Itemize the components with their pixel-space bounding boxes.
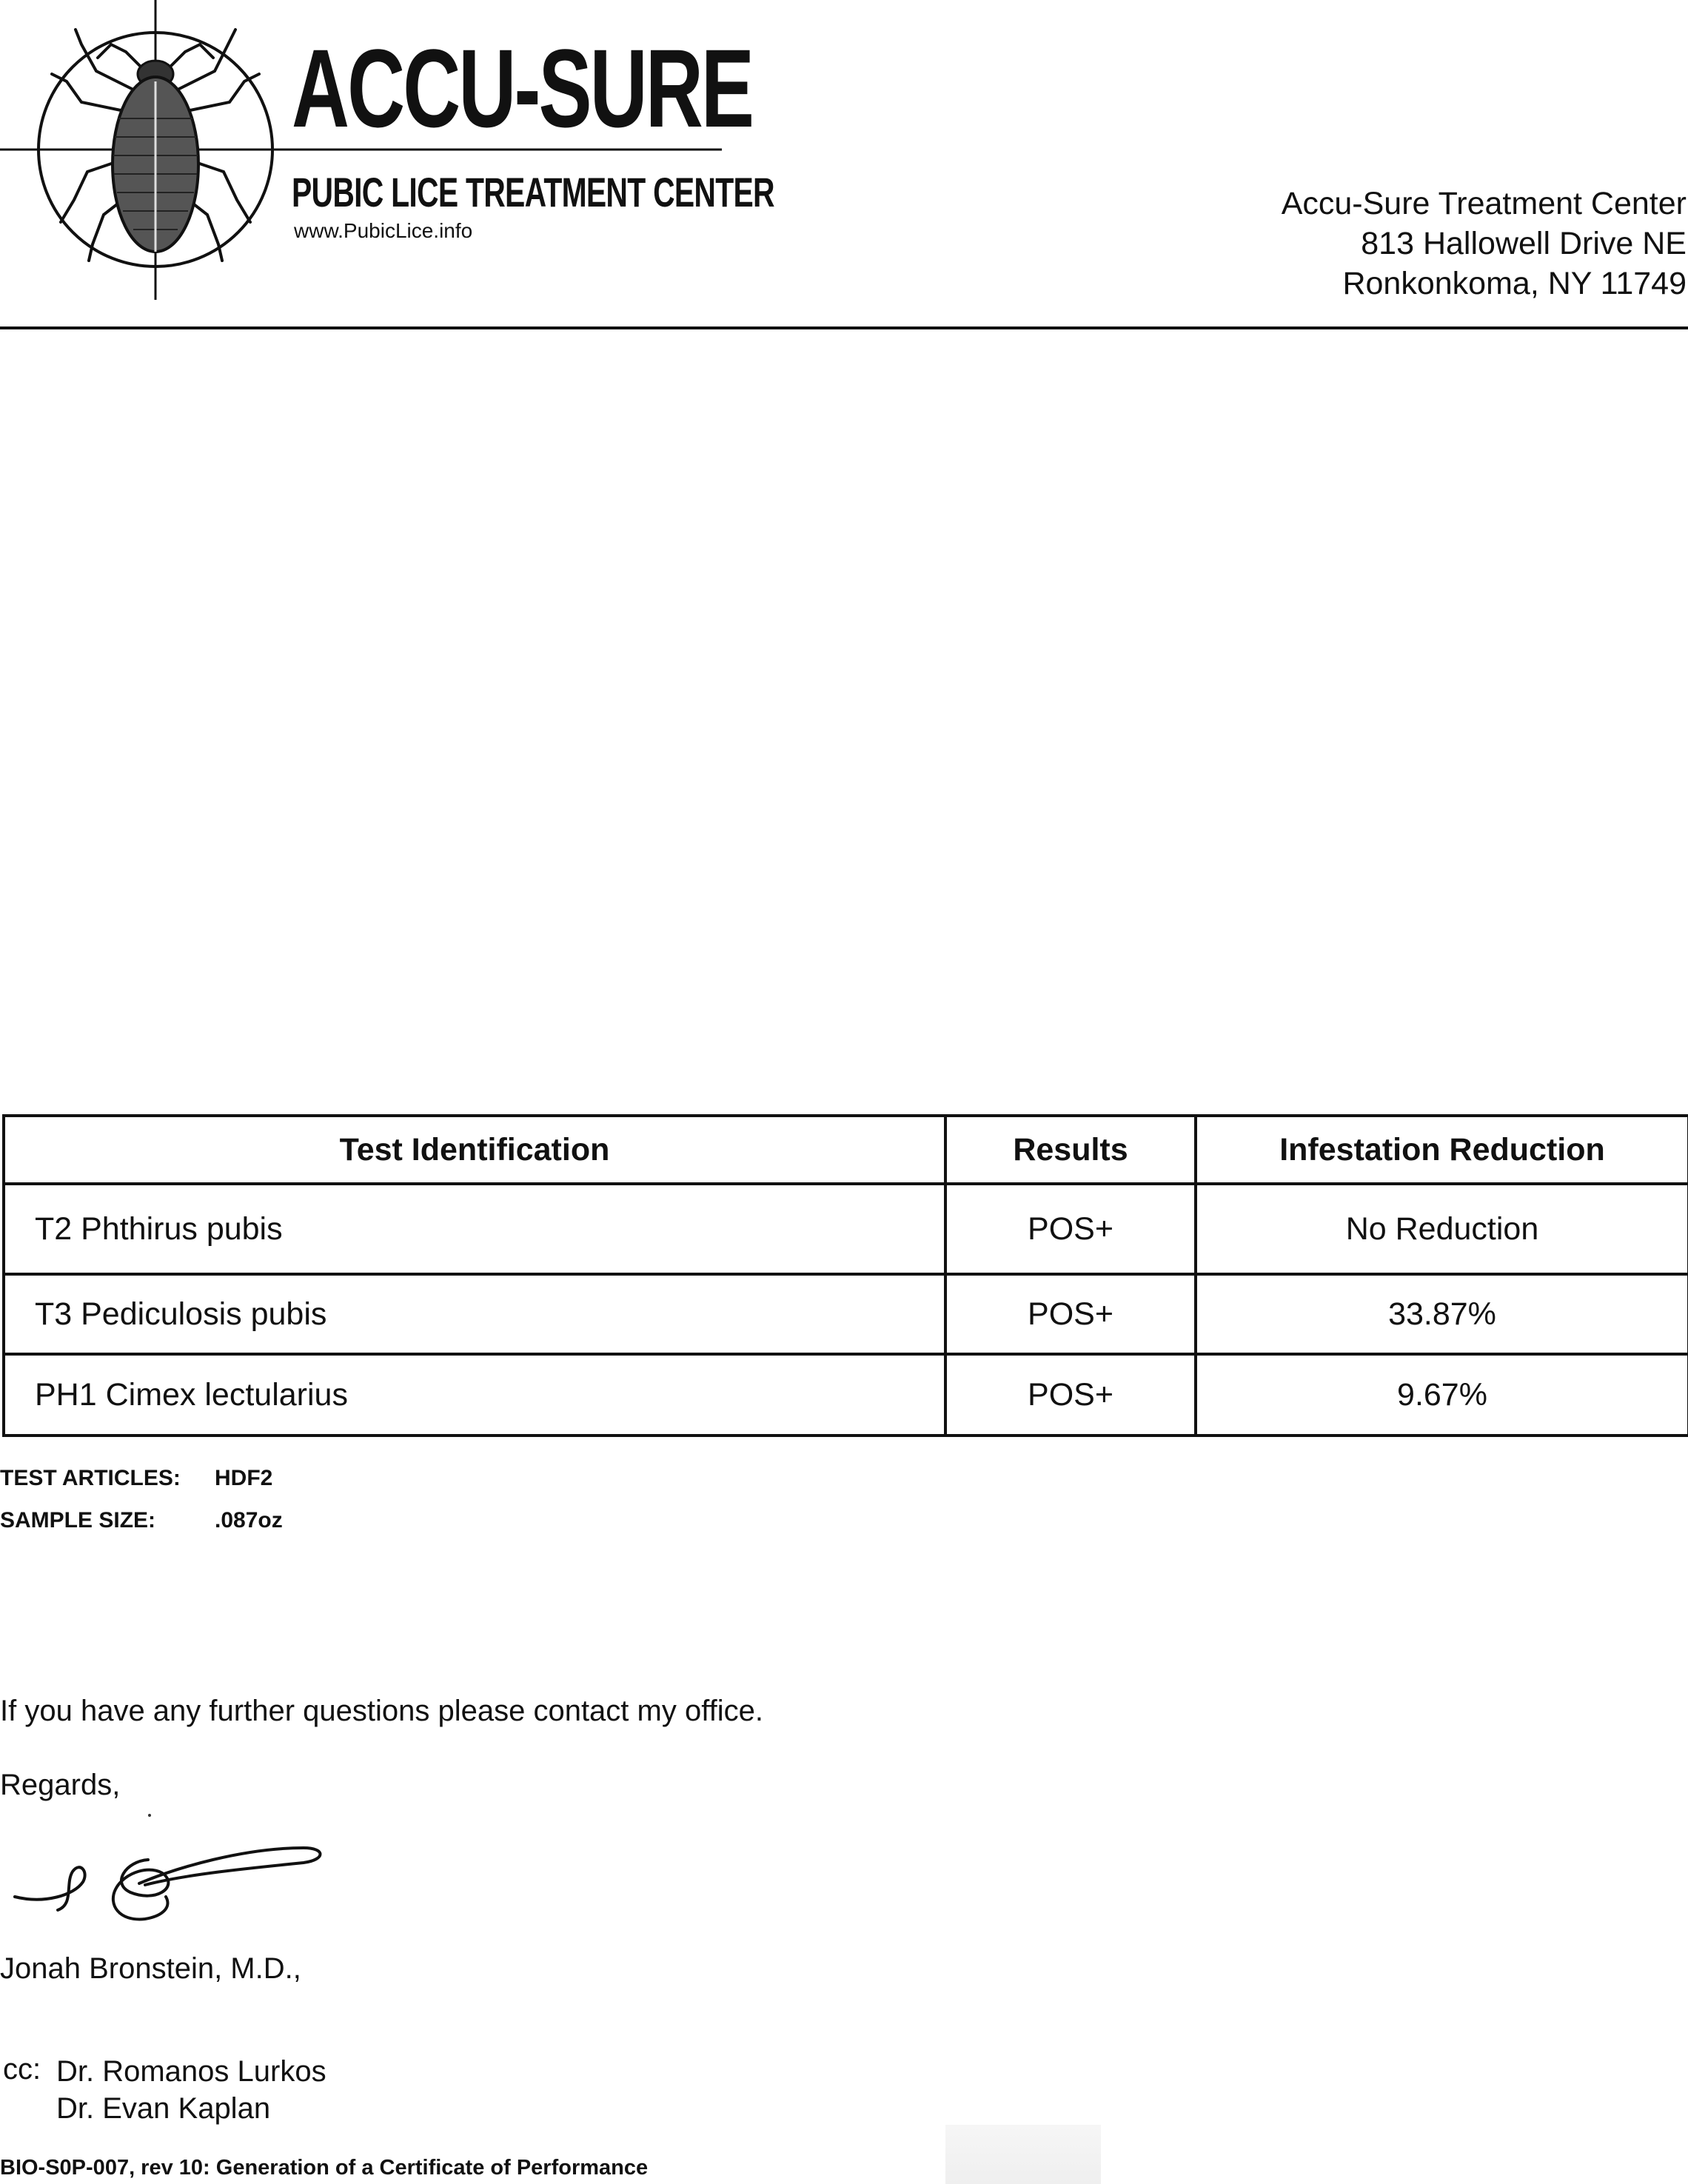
column-header: Results [945,1116,1196,1184]
infestation-reduction: 33.87% [1196,1274,1688,1354]
brand-tagline: PUBIC LICE TREATMENT CENTER [292,169,774,215]
sample-size [0,1508,283,1533]
table-header-row [4,1116,1688,1184]
test-result: POS+ [945,1274,1196,1354]
column-header: Infestation Reduction [1196,1116,1688,1184]
brand-website: www.PubicLice.info [294,219,473,242]
column-header: Test Identification [4,1116,945,1184]
address-line: Ronkonkoma, NY 11749 [1342,266,1687,301]
table-row [4,1274,1688,1354]
sample-size-value: .087oz [215,1508,283,1533]
table-row [4,1354,1688,1436]
brand-name: ACCU-SURE [292,26,753,150]
handwritten-signature [0,1801,355,1949]
salutation: Regards, [0,1769,121,1801]
test-name: T2 Phthirus pubis [4,1184,945,1274]
clinic-address [1282,184,1687,304]
results-table [2,1114,1688,1437]
contact-note: If you have any further questions please contact my office. [0,1695,763,1727]
table-row [4,1184,1688,1274]
address-line: Accu-Sure Treatment Center [1281,186,1687,221]
test-articles-value: HDF2 [215,1466,273,1490]
sample-size-label: SAMPLE SIZE: [0,1508,156,1533]
test-name: T3 Pediculosis pubis [4,1274,945,1354]
cc-recipient: Dr. Romanos Lurkos [56,2055,326,2088]
signer-name: Jonah Bronstein, M.D., [0,1952,301,1985]
infestation-reduction: 9.67% [1196,1354,1688,1436]
cc-label: cc: [3,2053,41,2086]
test-articles-label: TEST ARTICLES: [0,1466,181,1490]
document-reference: BIO-S0P-007, rev 10: Generation of a Certificate of Performance [0,2156,649,2180]
test-result: POS+ [945,1354,1196,1436]
infestation-reduction: No Reduction [1196,1184,1688,1274]
test-result: POS+ [945,1184,1196,1274]
cc-list [56,2053,326,2127]
scan-smudge [945,2125,1101,2184]
test-name: PH1 Cimex lectularius [4,1354,945,1436]
header-divider [0,326,1688,329]
cc-recipient: Dr. Evan Kaplan [56,2092,271,2125]
address-line: 813 Hallowell Drive NE [1361,226,1687,261]
test-articles [0,1466,273,1491]
